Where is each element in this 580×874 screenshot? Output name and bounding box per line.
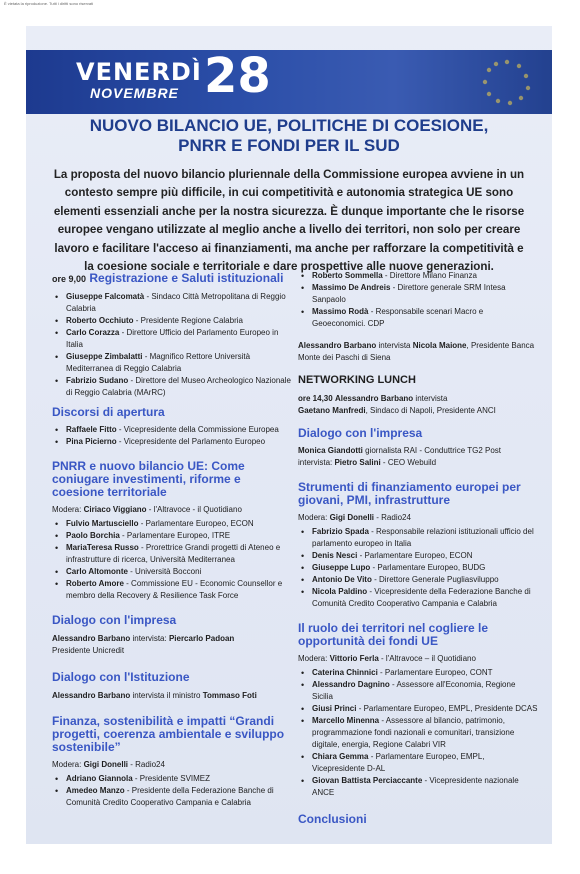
ruolo-moderator: Modera: Vittorio Ferla - l'Altravoce – il Quotidiano (298, 654, 476, 663)
registration-list (52, 291, 292, 399)
list-item: • Adriano Giannola - Presidente SVIMEZ (52, 773, 292, 785)
eu-stars-icon (472, 56, 542, 108)
list-item: • Alessandro Dagnino - Assessore all'Economia, Regione Sicilia (298, 679, 538, 703)
list-item: • Nicola Paldino - Vicepresidente della Federazione Banche di Comunità Credito Cooperativo Campania e Calabria (298, 586, 538, 610)
list-item: • Fulvio Martusciello - Parlamentare Europeo, ECON (52, 518, 292, 530)
section-dialogo-istituzione: Dialogo con l'Istituzione (52, 670, 190, 684)
strumenti-list (298, 526, 538, 610)
banner-month: NOVEMBRE (90, 85, 179, 101)
section-conclusioni: Conclusioni (298, 812, 367, 826)
pnrr-list (52, 518, 292, 602)
list-item: • Marcello Minenna - Assessore al bilancio, patrimonio, programmazione fondi nazionali e comunitari, transizione digitale, energia, Regione Calabri VIR (298, 715, 538, 751)
header-note: È vietata la riproduzione. Tutti i diritti sono riservati (4, 1, 94, 6)
list-item: • Massimo Rodà - Responsabile scenari Macro e Geoeconomici. CDP (298, 306, 538, 330)
finanza-moderator: Modera: Gigi Donelli - Radio24 (52, 760, 165, 769)
list-item: • Giuseppe Lupo - Parlamentare Europeo, BUDG (298, 562, 538, 574)
section-registration (52, 272, 292, 286)
finanza-list (52, 773, 292, 809)
list-item: • Carlo Altomonte - Università Bocconi (52, 566, 292, 578)
list-item: • Carlo Corazza - Direttore Ufficio del Parlamento Europeo in Italia (52, 327, 292, 351)
impresa2-host: Monica Giandotti giornalista RAI - Conduttrice TG2 Post (298, 446, 502, 455)
list-item: • Chiara Gemma - Parlamentare Europeo, EMPL, Vicepresidente D-AL (298, 751, 538, 775)
strumenti-moderator: Modera: Gigi Donelli - Radio24 (298, 513, 411, 522)
section-finanza: Finanza, sostenibilità e impatti “Grandi progetti, coerenza ambientale e sviluppo sostenibile” (52, 714, 285, 754)
manfredi-interview: ore 14,30 Alessandro Barbano intervista Gaetano Manfredi, Sindaco di Napoli, Presidente ANCI (298, 394, 496, 415)
list-item: • Roberto Occhiuto - Presidente Regione Calabria (52, 315, 292, 327)
registration-title: Registrazione e Saluti istituzionali (89, 271, 284, 285)
list-item: • Pina Picierno - Vicepresidente del Parlamento Europeo (52, 436, 292, 448)
list-item: • Denis Nesci - Parlamentare Europeo, ECON (298, 550, 538, 562)
list-item: • Amedeo Manzo - Presidente della Federazione Banche di Comunità Credito Cooperativo Campania e Calabria (52, 785, 292, 809)
istituzione-interview: Alessandro Barbano intervista il ministro Tommaso Foti (52, 691, 257, 700)
section-ruolo-territori: Il ruolo dei territori nel cogliere le opportunità dei fondi UE (298, 621, 489, 648)
list-item: • Fabrizio Spada - Responsabile relazioni istituzionali ufficio del parlamento europeo in Italia (298, 526, 538, 550)
main-title-line-2: PNRR E FONDI PER IL SUD (178, 136, 400, 155)
opening-list (52, 424, 292, 448)
section-strumenti: Strumenti di finanziamento europei per giovani, PMI, infrastrutture (298, 480, 521, 507)
section-dialogo-impresa-2: Dialogo con l'impresa (298, 426, 423, 440)
impresa-role: Presidente Unicredit (52, 646, 125, 655)
list-item: • Raffaele Fitto - Vicepresidente della Commissione Europea (52, 424, 292, 436)
maione-interview: Alessandro Barbano intervista Nicola Maione, Presidente Banca Monte dei Paschi di Siena (298, 341, 535, 362)
left-column (52, 272, 292, 809)
list-item: • Giuseppe Zimbalatti - Magnifico Rettore Università Mediterranea di Reggio Calabria (52, 351, 292, 375)
section-dialogo-impresa: Dialogo con l'impresa (52, 613, 177, 627)
banner-day: VENERDÌ (76, 58, 202, 86)
list-item: • Caterina Chinnici - Parlamentare Europeo, CONT (298, 667, 538, 679)
list-item: • Fabrizio Sudano - Direttore del Museo Archeologico Nazionale di Reggio Calabria (MArRC) (52, 375, 292, 399)
date-banner (26, 50, 552, 114)
ruolo-list (298, 667, 538, 799)
impresa-interview: Alessandro Barbano intervista: Piercarlo Padoan (52, 634, 235, 643)
registration-time: ore 9,00 (52, 274, 87, 284)
intro-paragraph: La proposta del nuovo bilancio pluriennale della Commissione europea avviene in un contesto sempre più difficile, in cui competitività e autonomia strategica UE sono elementi essenziali anche per la nostra sicurezza. È dunque importante che le risorse europee vengano utilizzate al meglio anche a livello dei territori, non solo per creare lavoro e facilitare l'acceso ai finanziamenti, ma anche per rafforzare la competitività e la coesione sociale e territoriale e dare prospettive alle nuove generazioni. (53, 167, 525, 274)
list-item: • Massimo De Andreis - Direttore generale SRM Intesa Sanpaolo (298, 282, 538, 306)
banner-date: 28 (204, 48, 271, 104)
list-item: • Paolo Borchia - Parlamentare Europeo, ITRE (52, 530, 292, 542)
list-item: • Roberto Amore - Commissione EU - Economic Counsellor e membro della Recovery & Resilience Task Force (52, 578, 292, 602)
continued-list (298, 270, 538, 330)
networking-lunch: NETWORKING LUNCH (298, 374, 416, 386)
main-title-line-1: NUOVO BILANCIO UE, POLITICHE DI COESIONE, (89, 116, 489, 135)
event-program-page (26, 26, 552, 844)
list-item: • Giusi Princi - Parlamentare Europeo, EMPL, Presidente DCAS (298, 703, 538, 715)
right-column (298, 270, 538, 826)
list-item: • Giuseppe Falcomatà - Sindaco Città Metropolitana di Reggio Calabria (52, 291, 292, 315)
section-pnrr: PNRR e nuovo bilancio UE: Come coniugare investimenti, riforme e coesione territoriale (52, 459, 245, 499)
list-item: • MariaTeresa Russo - Prorettrice Grandi progetti di Ateneo e infrastrutture di ricerca, Università Mediterranea (52, 542, 292, 566)
section-opening: Discorsi di apertura (52, 405, 165, 419)
pnrr-moderator: Modera: Ciriaco Viggiano - l'Altravoce - il Quotidiano (52, 505, 242, 514)
list-item: • Roberto Sommella - Direttore Milano Finanza (298, 270, 538, 282)
list-item: • Antonio De Vito - Direttore Generale Pugliasviluppo (298, 574, 538, 586)
list-item: • Giovan Battista Perciaccante - Vicepresidente nazionale ANCE (298, 775, 538, 799)
impresa2-guest: intervista: Pietro Salini - CEO Webuild (298, 458, 437, 467)
